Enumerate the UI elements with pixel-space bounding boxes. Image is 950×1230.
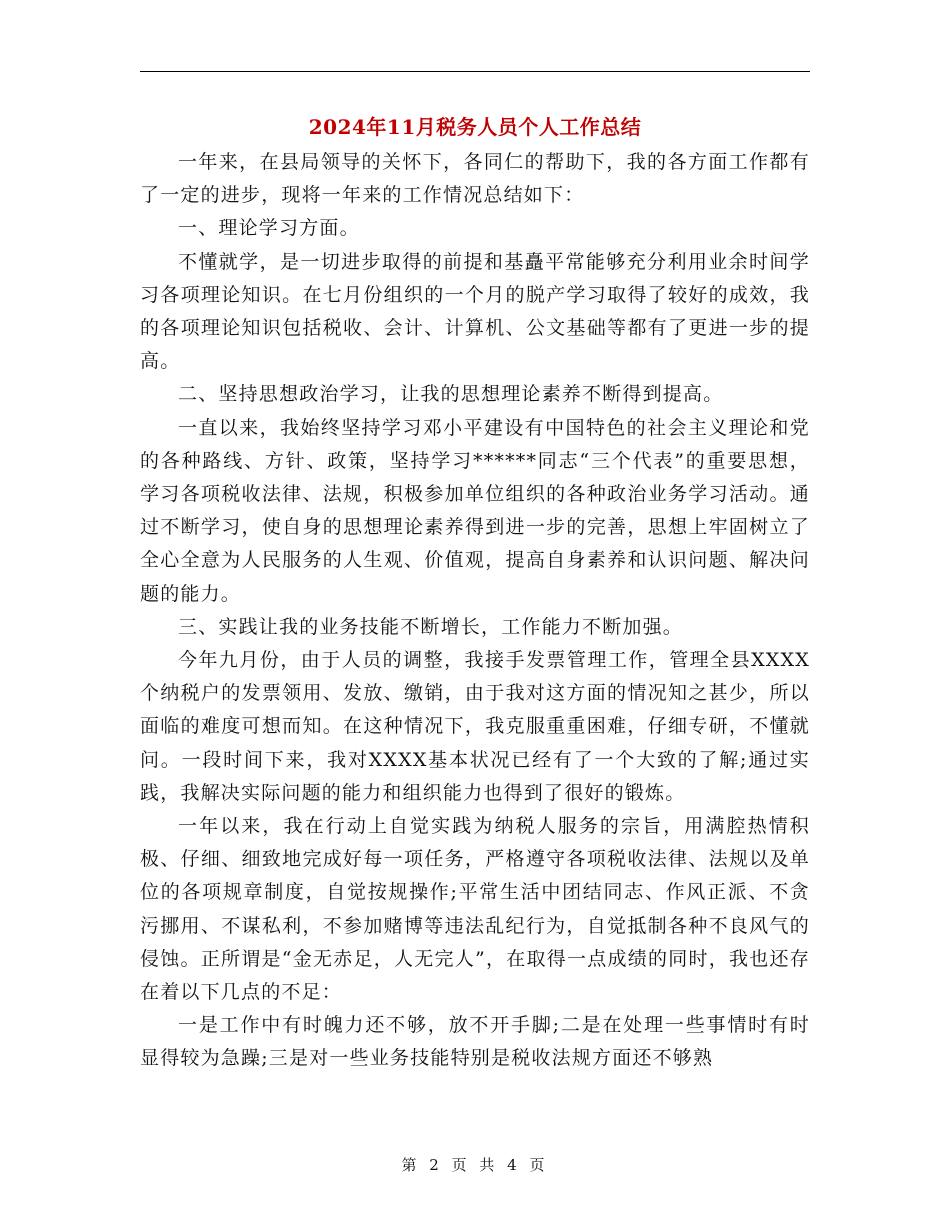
paragraph-practice: 今年九月份，由于人员的调整，我接手发票管理工作，管理全县XXXX个纳税户的发票领用、发放、缴销，由于我对这方面的情况知之甚少，所以面临的难度可想而知。在这种情况下，我克服重重困难，仔细专研，不懂就问。一段时间下来，我对XXXX基本状况已经有了一个大致的了解;通过实践，我解决实际问题的能力和组织能力也得到了很好的锻炼。 xyxy=(140,649,810,804)
paragraph-politics: 一直以来，我始终坚持学习邓小平建设有中国特色的社会主义理论和党的各种路线、方针、政策，坚持学习******同志“三个代表”的重要思想，学习各项税收法律、法规，积极参加单位组织的各种政治业务学习活动。通过不断学习，使自身的思想理论素养得到进一步的完善，思想上牢固树立了全心全意为人民服务的人生观、价值观，提高自身素养和认识问题、解决问题的能力。 xyxy=(140,416,810,605)
page-number-footer: 第 2 页 共 4 页 xyxy=(401,1156,549,1174)
paragraph-intro: 一年来，在县局领导的关怀下，各同仁的帮助下，我的各方面工作都有了一定的进步，现将一年来的工作情况总结如下： xyxy=(140,151,810,207)
paragraph-heading-2: 二、坚持思想政治学习，让我的思想理论素养不断得到提高。 xyxy=(178,383,724,406)
paragraph-heading-3: 三、实践让我的业务技能不断增长，工作能力不断加强。 xyxy=(178,615,684,638)
document-body xyxy=(140,146,810,1076)
document-title: 2024年11月税务人员个人工作总结 xyxy=(308,115,642,139)
paragraph-theory: 不懂就学，是一切进步取得的前提和基矗平常能够充分利用业余时间学习各项理论知识。在七月份组织的一个月的脱产学习取得了较好的成效，我的各项理论知识包括税收、会计、计算机、公文基础等都有了更进一步的提高。 xyxy=(140,250,810,373)
paragraph-conduct: 一年以来，我在行动上自觉实践为纳税人服务的宗旨，用满腔热情积极、仔细、细致地完成好每一项任务，严格遵守各项税收法律、法规以及单位的各项规章制度，自觉按规操作;平常生活中团结同志、作风正派、不贪污挪用、不谋私利，不参加赌博等违法乱纪行为，自觉抵制各种不良风气的侵蚀。正所谓是“金无赤足，人无完人”，在取得一点成绩的同时，我也还存在着以下几点的不足： xyxy=(140,815,810,1004)
header-rule xyxy=(140,71,810,72)
paragraph-shortcomings: 一是工作中有时魄力还不够，放不开手脚;二是在处理一些事情时有时显得较为急躁;三是对一些业务技能特别是税收法规方面还不够熟 xyxy=(140,1014,810,1070)
paragraph-heading-1: 一、理论学习方面。 xyxy=(178,217,360,240)
